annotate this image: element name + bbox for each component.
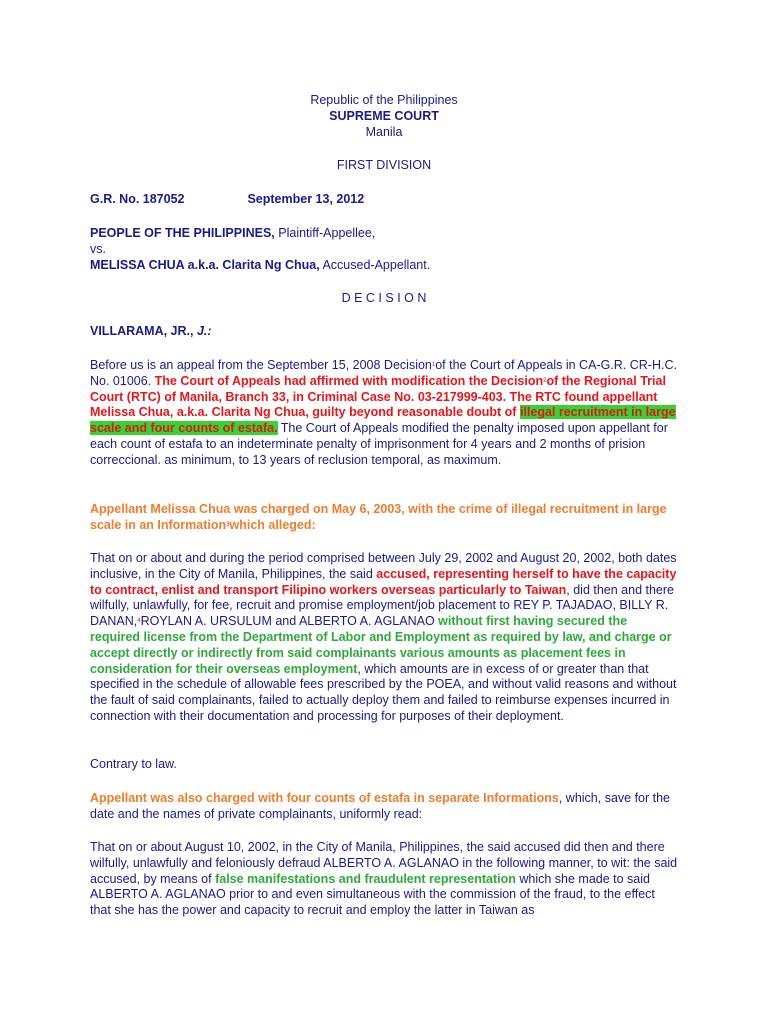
footnote-ref-1[interactable]: 1 <box>431 362 436 368</box>
footnote-ref-4[interactable]: 4 <box>137 618 141 625</box>
p3-text-b: , did then and there wilfully, unlawfully, for fee, recruit and promise employment/job placement to REY P. TAJADAO, BILLY R. DANAN, <box>90 582 675 629</box>
footnote-ref-3[interactable]: 3 <box>226 521 230 528</box>
footnote-ref-2[interactable]: 2 <box>543 377 547 384</box>
plaintiff-role: Plaintiff-Appellee, <box>278 226 376 240</box>
p6-emphasis-green: false manifestations and fraudulent representation <box>215 871 516 886</box>
p1-emphasis-b: of the Regional Trial Court (RTC) of Manila, Branch 33, in Criminal Case No. 03-217999-403. The RTC found appellant Melissa Chua, a.k.a. Clarita Ng Chua, guilty beyond reasonable doubt of <box>90 373 666 420</box>
accused-role: Accused-Appellant. <box>322 257 431 272</box>
p3-text-c: ROYLAN A. URSULUM and ALBERTO A. AGLANAO <box>140 614 435 629</box>
plaintiff-line <box>90 226 678 242</box>
ponente-line <box>90 324 678 340</box>
court-name: SUPREME COURT <box>329 109 439 123</box>
p2-emphasis-b: which alleged: <box>229 517 316 532</box>
p3-emphasis-red: accused, representing herself to have the capacity to contract, enlist and transport Filipino workers overseas particularly to Taiwan <box>90 566 677 597</box>
versus: vs. <box>90 241 106 256</box>
p2-emphasis-a: Appellant Melissa Chua was charged on May 6, 2003, with the crime of illegal recruitment in large scale in an Information <box>90 502 667 532</box>
p5-emphasis: Appellant was also charged with four counts of estafa in separate Informations <box>90 791 559 805</box>
ponente-title: J.: <box>196 324 212 338</box>
p6-text-a: That on or about August 10, 2002, in the City of Manila, Philippines, the said accused did then and there wilfully, unlawfully and feloniously defraud ALBERTO A. AGLANAO in the following manner, to wit: the said accused, by means of <box>90 840 678 886</box>
parties-block <box>90 226 678 273</box>
paragraph-3 <box>90 551 678 725</box>
p3-text-a: That on or about and during the period comprised between July 29, 2002 and August 20, 2002, both dates inclusive, in the City of Manila, Philippines, the said <box>90 551 677 581</box>
decision-heading: D E C I S I O N <box>341 291 427 305</box>
case-number-line <box>90 192 678 208</box>
paragraph-2 <box>90 502 678 534</box>
decision-date: September 13, 2012 <box>247 192 365 206</box>
gr-number: G.R. No. 187052 <box>90 192 185 206</box>
paragraph-1 <box>90 358 678 469</box>
p1-text-c: The Court of Appeals modified the penalty imposed upon appellant for each count of estafa to an indeterminate penalty of imprisonment for 4 years and 2 months of prision correccional. as minimum, to 13 years of reclusion temporal, as maximum. <box>90 421 668 467</box>
accused-line <box>90 258 678 274</box>
p5-text: , which, save for the date and the names of private complainants, uniformly read: <box>90 791 671 821</box>
p3-text-d: , which amounts are in excess of or greater than that specified in the schedule of allowable fees prescribed by the POEA, and without valid reasons and without the fault of said complainants, failed to actually deploy them and failed to reimburse expenses incurred in connection with their documentation and processing for purposes of their deployment. <box>90 661 677 723</box>
p1-text-a: Before us is an appeal from the September 15, 2008 Decision <box>90 358 432 372</box>
accused-name: MELISSA CHUA a.k.a. Clarita Ng Chua, <box>90 257 320 272</box>
division-name: FIRST DIVISION <box>336 158 432 172</box>
republic-line: Republic of the Philippines <box>310 93 458 107</box>
paragraph-6 <box>90 840 678 919</box>
ponente-name: VILLARAMA, JR., <box>90 324 194 338</box>
p1-emphasis-a: The Court of Appeals had affirmed with modification the Decision <box>154 373 544 388</box>
p6-text-b: which she made to said ALBERTO A. AGLANAO prior to and even simultaneous with the commission of the fraud, to the effect that she has the power and capacity to recruit and employ the latter in Taiwan as <box>90 871 655 918</box>
p1-highlight: illegal recruitment in large scale and four counts of estafa. <box>90 405 676 436</box>
paragraph-4: Contrary to law. <box>90 757 177 771</box>
p3-emphasis-green: without first having secured the required license from the Department of Labor and Employment as required by law, and charge or accept directly or indirectly from said complainants various amounts as placement fees in consideration for their overseas employment <box>90 614 672 676</box>
p1-text-b: of the Court of Appeals in CA-G.R. CR-H.C. No. 01006. <box>90 358 677 388</box>
court-city: Manila <box>365 125 403 139</box>
plaintiff-name: PEOPLE OF THE PHILIPPINES, <box>90 226 275 240</box>
paragraph-5 <box>90 791 678 823</box>
